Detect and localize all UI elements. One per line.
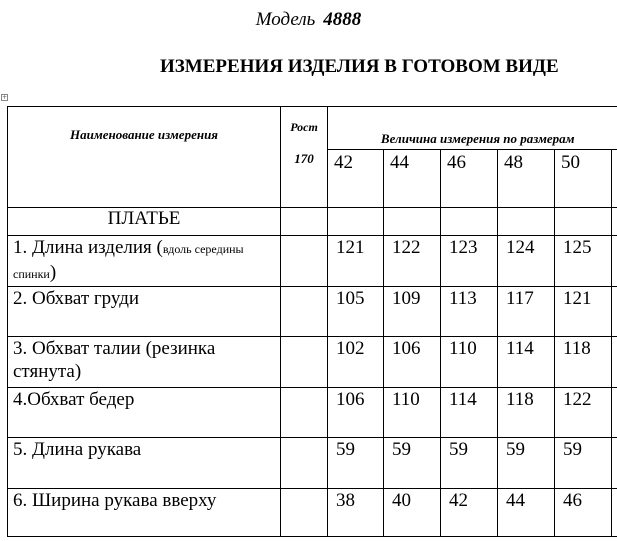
empty-cell: [612, 388, 617, 438]
empty-cell: [612, 236, 617, 287]
size-cell: 48: [498, 150, 555, 208]
document-title: ИЗМЕРЕНИЯ ИЗДЕЛИЯ В ГОТОВОМ ВИДЕ: [160, 56, 559, 77]
empty-cell: [328, 208, 384, 236]
table-row: [8, 388, 617, 438]
value-cell: 46: [555, 489, 612, 537]
rost-cell: [281, 388, 328, 438]
table-row: [8, 337, 617, 388]
row-label-note: вдоль середины спинки: [13, 242, 244, 281]
value-cell: 109: [384, 287, 441, 337]
table-row: [8, 438, 617, 489]
size-cell: 46: [441, 150, 498, 208]
empty-cell: [612, 489, 617, 537]
value-cell: 125: [555, 236, 612, 287]
value-cell: 122: [384, 236, 441, 287]
value-cell: 118: [498, 388, 555, 438]
value-cell: 121: [328, 236, 384, 287]
table-row: [8, 236, 617, 287]
value-cell: 123: [441, 236, 498, 287]
row-label: 5. Длина рукава: [8, 438, 281, 489]
row-label: [8, 236, 281, 287]
value-cell: 122: [555, 388, 612, 438]
value-cell: 59: [328, 438, 384, 489]
size-cell: 42: [328, 150, 384, 208]
row-label: 2. Обхват груди: [8, 287, 281, 337]
header-rost-label: Рост: [290, 120, 318, 134]
value-cell: 59: [441, 438, 498, 489]
size-cell: 50: [555, 150, 612, 208]
empty-cell: [384, 208, 441, 236]
value-cell: 102: [328, 337, 384, 388]
value-cell: 40: [384, 489, 441, 537]
value-cell: 110: [441, 337, 498, 388]
empty-cell: [612, 208, 617, 236]
model-heading: [0, 9, 617, 31]
header-rost: [281, 107, 328, 208]
rost-cell: [281, 236, 328, 287]
value-cell: 106: [384, 337, 441, 388]
model-prefix: Модель: [255, 9, 316, 30]
header-measurement-name: Наименование измерения: [8, 107, 281, 208]
value-cell: 59: [498, 438, 555, 489]
empty-cell: [441, 208, 498, 236]
empty-cell: [612, 150, 617, 208]
value-cell: 105: [328, 287, 384, 337]
rost-cell: [281, 438, 328, 489]
table-row: [8, 489, 617, 537]
rost-cell: [281, 337, 328, 388]
row-label-text: 1. Длина изделия (: [13, 237, 163, 258]
size-cell: 44: [384, 150, 441, 208]
rost-cell: [281, 287, 328, 337]
row-label: 3. Обхват талии (резинка стянута): [8, 337, 281, 388]
empty-cell: [281, 208, 328, 236]
empty-cell: [498, 208, 555, 236]
value-cell: 44: [498, 489, 555, 537]
value-cell: 114: [441, 388, 498, 438]
value-cell: 38: [328, 489, 384, 537]
row-label: 6. Ширина рукава вверху: [8, 489, 281, 537]
empty-cell: [555, 208, 612, 236]
value-cell: 59: [384, 438, 441, 489]
section-row: [8, 208, 617, 236]
value-cell: 59: [555, 438, 612, 489]
table-anchor-icon[interactable]: +: [2, 94, 8, 101]
section-label: ПЛАТЬЕ: [8, 208, 281, 236]
table-row: [8, 287, 617, 337]
value-cell: 106: [328, 388, 384, 438]
empty-cell: [612, 438, 617, 489]
value-cell: 114: [498, 337, 555, 388]
empty-cell: [612, 287, 617, 337]
header-row-1: [8, 107, 617, 150]
header-rost-value: 170: [294, 151, 314, 166]
value-cell: 113: [441, 287, 498, 337]
value-cell: 118: [555, 337, 612, 388]
value-cell: 117: [498, 287, 555, 337]
value-cell: 110: [384, 388, 441, 438]
value-cell: 42: [441, 489, 498, 537]
value-cell: 121: [555, 287, 612, 337]
model-number: 4888: [323, 9, 362, 30]
value-cell: 124: [498, 236, 555, 287]
rost-cell: [281, 489, 328, 537]
measurements-table: [7, 106, 617, 537]
empty-cell: [612, 337, 617, 388]
row-label-end: ): [49, 262, 57, 283]
row-label: 4.Обхват бедер: [8, 388, 281, 438]
header-sizes: Величина измерения по размерам: [328, 107, 617, 150]
